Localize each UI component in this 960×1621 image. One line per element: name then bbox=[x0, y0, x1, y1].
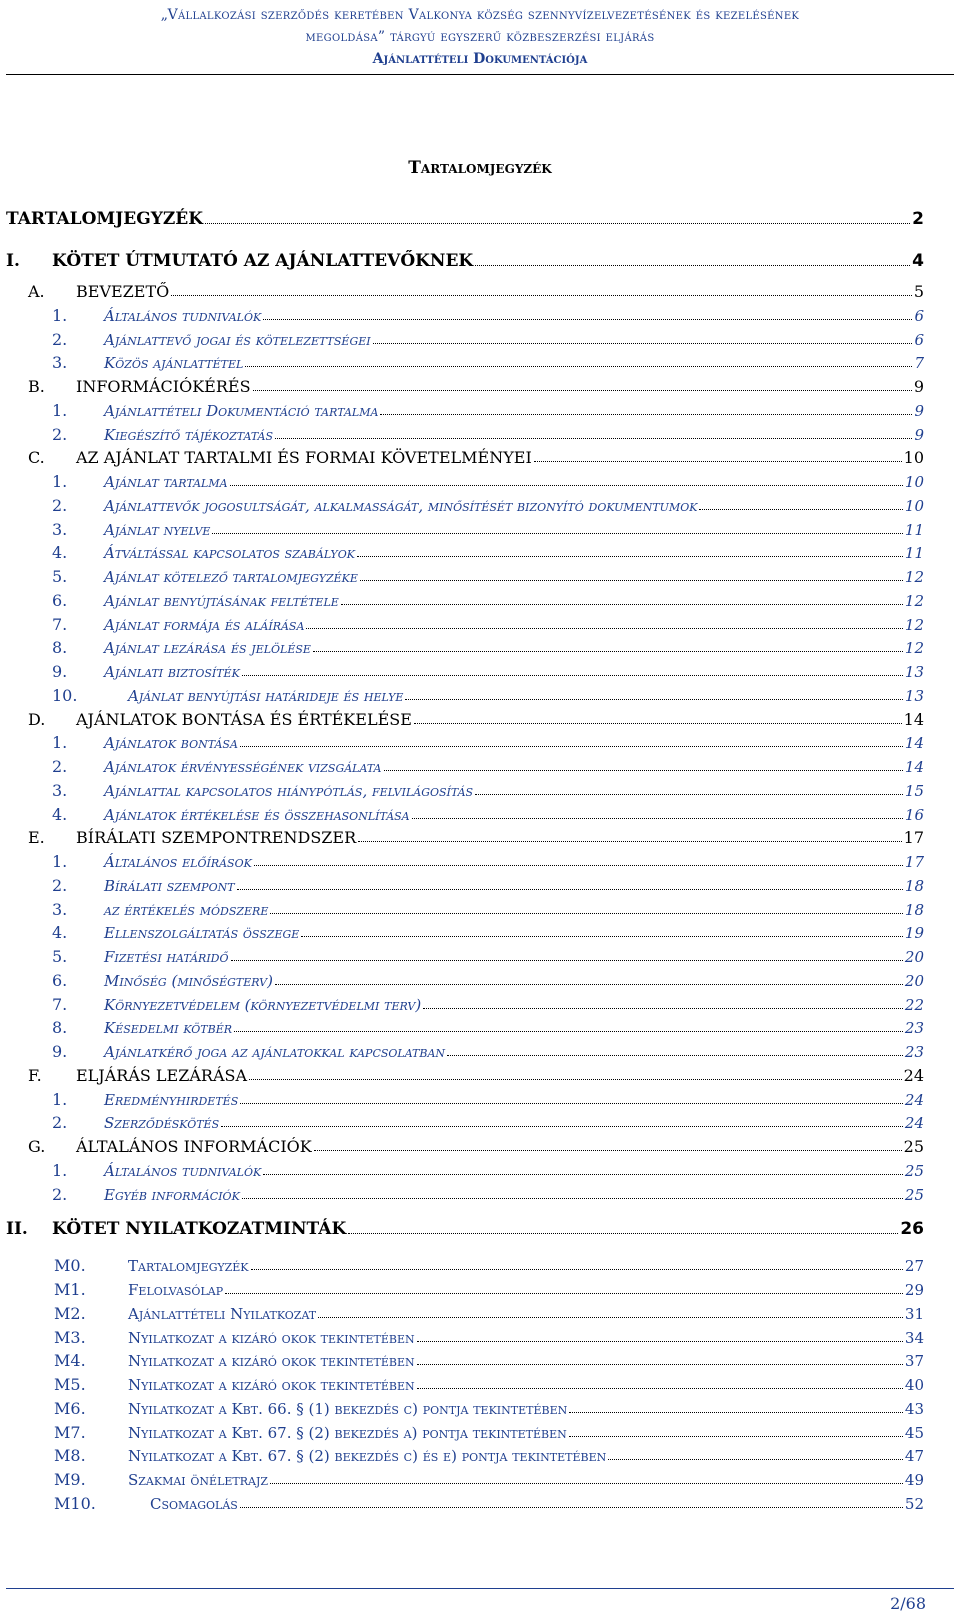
page-number: 2/68 bbox=[890, 1594, 926, 1613]
toc-entry-title: Általános tudnivalók bbox=[104, 1161, 262, 1180]
toc-entry-number: M8. bbox=[54, 1446, 86, 1466]
toc-entry[interactable] bbox=[52, 348, 924, 372]
toc-entry[interactable] bbox=[52, 871, 924, 895]
toc-entry-page: 18 bbox=[904, 876, 924, 895]
toc-dot-leader bbox=[263, 318, 912, 320]
toc-entry-number: 2. bbox=[52, 424, 68, 444]
toc-entry[interactable] bbox=[52, 1108, 924, 1132]
toc-entry-title: Ajánlattételi Nyilatkozat bbox=[128, 1304, 317, 1323]
toc-dot-leader bbox=[270, 1482, 903, 1484]
toc-entry-page: 12 bbox=[904, 639, 924, 658]
toc-entry-title: Szakmai önéletrajz bbox=[128, 1471, 269, 1489]
toc-entry-page: 12 bbox=[904, 568, 924, 586]
toc-entry-page: 6 bbox=[914, 306, 924, 325]
toc-entry-page: 16 bbox=[904, 805, 924, 824]
toc-entry-number: 1. bbox=[52, 852, 68, 871]
toc-entry-page: 24 bbox=[903, 1065, 924, 1085]
toc-entry-number: 5. bbox=[52, 947, 68, 966]
toc-dot-leader bbox=[380, 413, 912, 415]
toc-entry[interactable] bbox=[52, 895, 924, 919]
toc-entry-title: AJÁNLATOK BONTÁSA ÉS ÉRTÉKELÉSE bbox=[76, 709, 412, 729]
toc-entry-page: 13 bbox=[904, 686, 924, 705]
toc-entry-page: 43 bbox=[904, 1399, 924, 1418]
toc-entry[interactable] bbox=[28, 1061, 924, 1085]
toc-dot-leader bbox=[358, 840, 902, 842]
toc-entry-page: 23 bbox=[904, 1043, 924, 1061]
toc-entry-page: 6 bbox=[914, 330, 924, 349]
toc-entry-number: M2. bbox=[54, 1303, 86, 1323]
toc-dot-leader bbox=[242, 674, 903, 676]
toc-entry-title: ELJÁRÁS LEZÁRÁSA bbox=[76, 1065, 248, 1085]
toc-dot-leader bbox=[254, 864, 903, 866]
toc-entry[interactable] bbox=[54, 1441, 924, 1465]
toc-entry-page: 14 bbox=[904, 734, 924, 753]
toc-entry-page: 29 bbox=[904, 1281, 924, 1299]
toc-dot-leader bbox=[412, 817, 903, 819]
toc-entry-page: 5 bbox=[913, 282, 924, 301]
toc-entry-page: 9 bbox=[913, 377, 924, 396]
toc-dot-leader bbox=[205, 222, 910, 224]
toc-dot-leader bbox=[245, 365, 912, 367]
toc-dot-leader bbox=[341, 603, 903, 605]
toc-entry-number: 4. bbox=[52, 923, 68, 943]
toc-dot-leader bbox=[225, 1292, 903, 1294]
header-divider bbox=[6, 74, 954, 75]
toc-dot-leader bbox=[699, 508, 902, 510]
toc-entry-page: 47 bbox=[904, 1447, 924, 1466]
toc-dot-leader bbox=[384, 769, 903, 771]
toc-dot-leader bbox=[360, 579, 903, 581]
toc-entry-page: 23 bbox=[904, 1019, 924, 1038]
toc-dot-leader bbox=[423, 1007, 903, 1009]
toc-entry[interactable] bbox=[52, 728, 924, 752]
toc-dot-leader bbox=[475, 264, 910, 266]
toc-dot-leader bbox=[318, 1316, 903, 1318]
toc-entry[interactable] bbox=[54, 1275, 924, 1299]
toc-entry-title: Közös ajánlattétel bbox=[104, 354, 244, 373]
toc-entry-number: M5. bbox=[54, 1375, 86, 1394]
toc-entry-page: 52 bbox=[904, 1494, 924, 1513]
toc-entry[interactable] bbox=[52, 562, 924, 586]
toc-entry-number: 2. bbox=[52, 757, 68, 776]
header-line-3: Ajánlattételi Dokumentációja bbox=[372, 51, 588, 67]
toc-entry-title: Ajánlat tartalma bbox=[104, 473, 228, 491]
toc-entry-number: 1. bbox=[52, 1160, 68, 1180]
toc-entry-title: Nyilatkozat a kizáró okok tekintetében bbox=[128, 1328, 415, 1347]
toc-entry[interactable] bbox=[52, 396, 924, 420]
toc-entry-number: 8. bbox=[52, 638, 68, 658]
toc-dot-leader bbox=[313, 650, 903, 652]
toc-entry[interactable] bbox=[28, 1132, 924, 1156]
toc-entry[interactable] bbox=[52, 1085, 924, 1109]
header-line-2: megoldása” tárgyú egyszerű közbeszerzési eljárás bbox=[305, 29, 655, 45]
toc-entry-title: Ajánlati biztosíték bbox=[104, 663, 240, 681]
toc-entry-title: AZ AJÁNLAT TARTALMI ÉS FORMAI KÖVETELMÉNYEI bbox=[76, 448, 532, 468]
toc-entry-page: 24 bbox=[904, 1090, 924, 1109]
toc-entry-number: 2. bbox=[52, 495, 68, 515]
toc-entry-title: Szerződéskötés bbox=[104, 1114, 220, 1133]
toc-dot-leader bbox=[417, 1340, 903, 1342]
toc-entry[interactable] bbox=[6, 247, 924, 271]
toc-entry-title: Környezetvédelem (környezetvédelmi terv) bbox=[104, 995, 422, 1014]
toc-entry-title: Általános tudnivalók bbox=[104, 306, 262, 325]
toc-entry-title: Ajánlatok bontása bbox=[104, 734, 238, 753]
toc-entry-number: 3. bbox=[52, 780, 68, 800]
toc-entry-number: M4. bbox=[54, 1351, 86, 1371]
toc-entry-page: 13 bbox=[904, 663, 924, 681]
toc-entry[interactable] bbox=[52, 633, 924, 657]
toc-entry-title: Nyilatkozat a kizáró okok tekintetében bbox=[128, 1376, 415, 1394]
toc-entry-number: G. bbox=[28, 1137, 46, 1156]
toc-entry-number: 1. bbox=[52, 733, 68, 753]
toc-dot-leader bbox=[447, 1054, 903, 1056]
toc-entry-title: Ajánlat lezárása és jelölése bbox=[104, 639, 311, 658]
toc-dot-leader bbox=[263, 1173, 903, 1175]
toc-entry[interactable] bbox=[52, 800, 924, 824]
toc-entry-page: 31 bbox=[904, 1304, 924, 1323]
toc-dot-leader bbox=[251, 1268, 903, 1270]
toc-entry-title: Átváltással kapcsolatos szabályok bbox=[104, 544, 355, 563]
toc-entry-number: D. bbox=[28, 709, 46, 729]
toc-dot-leader bbox=[348, 1232, 898, 1234]
toc-entry-number: B. bbox=[28, 377, 45, 396]
toc-entry[interactable] bbox=[54, 1394, 924, 1418]
toc-entry[interactable] bbox=[52, 776, 924, 800]
toc-entry-title: Fizetési határidő bbox=[104, 948, 229, 966]
toc-entry[interactable] bbox=[52, 990, 924, 1014]
toc-dot-leader bbox=[240, 1102, 903, 1104]
toc-entry-title: Nyilatkozat a Kbt. 67. § (2) bekezdés a) pontja tekintetében bbox=[128, 1423, 567, 1442]
toc-entry[interactable] bbox=[52, 1180, 924, 1204]
toc-dot-leader bbox=[314, 1149, 902, 1151]
toc-entry-page: 17 bbox=[904, 853, 924, 871]
toc-entry-title: az értékelés módszere bbox=[104, 900, 269, 919]
toc-dot-leader bbox=[569, 1411, 903, 1413]
toc-dot-leader bbox=[249, 1078, 902, 1080]
toc-dot-leader bbox=[405, 698, 902, 700]
toc-dot-leader bbox=[301, 935, 903, 937]
toc-entry-number: 1. bbox=[52, 400, 68, 420]
toc-entry-page: 4 bbox=[912, 251, 924, 271]
toc-entry[interactable] bbox=[52, 515, 924, 539]
toc-entry-title: Egyéb információk bbox=[104, 1185, 240, 1204]
toc-entry-number: 5. bbox=[52, 567, 68, 586]
toc-entry[interactable] bbox=[52, 420, 924, 444]
toc-dot-leader bbox=[270, 912, 903, 914]
toc-entry[interactable] bbox=[52, 752, 924, 776]
toc-entry-page: 9 bbox=[914, 425, 924, 444]
toc-entry-page: 10 bbox=[903, 448, 924, 468]
toc-entry-title: Felolvasólap bbox=[128, 1281, 224, 1299]
toc-entry-number: M7. bbox=[54, 1422, 86, 1442]
toc-entry-title: Ajánlatok értékelése és összehasonlítása bbox=[104, 805, 410, 824]
toc-entry-title: KÖTET ÚTMUTATÓ AZ AJÁNLATTEVŐKNEK bbox=[52, 251, 474, 271]
toc-entry-title: Ajánlat formája és aláírása bbox=[104, 615, 305, 634]
toc-entry[interactable] bbox=[54, 1418, 924, 1442]
toc-entry[interactable] bbox=[52, 918, 924, 942]
toc-dot-leader bbox=[253, 389, 912, 391]
toc-entry[interactable] bbox=[54, 1323, 924, 1347]
toc-entry[interactable] bbox=[52, 681, 924, 705]
toc-entry[interactable] bbox=[52, 1013, 924, 1037]
toc-entry-title: Ajánlat nyelve bbox=[104, 520, 211, 539]
toc-entry-page: 11 bbox=[904, 520, 924, 539]
header-line-1: „Vállalkozási szerződés keretében Valkonya község szennyvízelvezetésének és kezelésének bbox=[160, 7, 800, 23]
toc-entry[interactable] bbox=[28, 705, 924, 729]
toc-entry[interactable] bbox=[52, 942, 924, 966]
toc-entry-number: 2. bbox=[52, 1113, 68, 1133]
toc-entry-number: 1. bbox=[52, 472, 68, 491]
toc-entry[interactable] bbox=[6, 205, 924, 229]
toc-dot-leader bbox=[569, 1435, 903, 1437]
toc-entry-page: 20 bbox=[904, 948, 924, 966]
toc-entry-number: M0. bbox=[54, 1256, 86, 1276]
toc-entry-number: 6. bbox=[52, 590, 68, 610]
toc-dot-leader bbox=[608, 1458, 903, 1460]
toc-entry-title: INFORMÁCIÓKÉRÉS bbox=[76, 377, 251, 396]
toc-entry[interactable] bbox=[28, 443, 924, 467]
toc-entry-title: Tartalomjegyzék bbox=[128, 1257, 249, 1276]
toc-entry-page: 17 bbox=[903, 828, 924, 848]
toc-entry-page: 49 bbox=[904, 1471, 924, 1489]
toc-entry-title: ÁLTALÁNOS INFORMÁCIÓK bbox=[76, 1137, 312, 1156]
toc-entry-page: 15 bbox=[904, 781, 924, 800]
toc-entry-number: 3. bbox=[52, 353, 68, 373]
toc-entry[interactable] bbox=[54, 1465, 924, 1489]
toc-dot-leader bbox=[212, 532, 902, 534]
toc-entry-number: 2. bbox=[52, 1184, 68, 1204]
toc-dot-leader bbox=[417, 1363, 903, 1365]
toc-entry[interactable] bbox=[54, 1251, 924, 1275]
toc-entry[interactable] bbox=[6, 1215, 924, 1239]
toc-entry-title: Ajánlattevő jogai és kötelezettségei bbox=[104, 330, 371, 349]
toc-entry-title: Bírálati szempont bbox=[104, 876, 235, 895]
toc-dot-leader bbox=[417, 1387, 903, 1389]
toc-entry-number: M6. bbox=[54, 1398, 86, 1418]
toc-entry[interactable] bbox=[52, 1156, 924, 1180]
toc-entry-page: 2 bbox=[912, 209, 924, 229]
toc-entry[interactable] bbox=[54, 1489, 924, 1513]
toc-entry[interactable] bbox=[52, 301, 924, 325]
toc-dot-leader bbox=[240, 745, 903, 747]
toc-entry-title: Ajánlatok érvényességének vizsgálata bbox=[104, 758, 382, 776]
toc-entry-page: 26 bbox=[900, 1219, 924, 1240]
toc-entry-number: 10. bbox=[52, 685, 78, 705]
toc-entry[interactable] bbox=[52, 586, 924, 610]
toc-entry-title: Ajánlattételi Dokumentáció tartalma bbox=[104, 401, 379, 420]
toc-dot-leader bbox=[357, 555, 903, 557]
toc-entry-number: 2. bbox=[52, 329, 68, 349]
toc-entry-number: 4. bbox=[52, 804, 68, 824]
toc-entry-page: 14 bbox=[903, 709, 924, 729]
toc-entry-number: 1. bbox=[52, 1089, 68, 1109]
toc-entry-title: Késedelmi kötbér bbox=[104, 1019, 233, 1038]
document-header bbox=[0, 4, 960, 70]
toc-dot-leader bbox=[221, 1125, 903, 1127]
toc-entry-number: A. bbox=[28, 282, 45, 301]
toc-dot-leader bbox=[534, 460, 902, 462]
toc-dot-leader bbox=[242, 1197, 903, 1199]
toc-entry-number: 7. bbox=[52, 994, 68, 1014]
toc-entry-number: 3. bbox=[52, 899, 68, 919]
toc-entry-number: I. bbox=[6, 251, 20, 271]
toc-entry-page: 27 bbox=[904, 1257, 924, 1276]
toc-entry-title: Kiegészítő tájékoztatás bbox=[104, 425, 274, 444]
toc-entry-title: Ajánlat benyújtásának feltétele bbox=[104, 591, 339, 610]
toc-entry-page: 10 bbox=[904, 473, 924, 491]
toc-entry-title: Ajánlattevők jogosultságát, alkalmasságát, minősítését bizonyító dokumentumok bbox=[104, 496, 698, 515]
toc-entry[interactable] bbox=[52, 467, 924, 491]
toc-dot-leader bbox=[373, 342, 913, 344]
toc-dot-leader bbox=[231, 959, 903, 961]
toc-dot-leader bbox=[275, 983, 903, 985]
toc-entry[interactable] bbox=[52, 325, 924, 349]
toc-entry-title: Ajánlat benyújtási határideje és helye bbox=[128, 686, 404, 705]
toc-entry-title: Nyilatkozat a Kbt. 66. § (1) bekezdés c) pontja tekintetében bbox=[128, 1399, 568, 1418]
page-title: Tartalomjegyzék bbox=[408, 158, 552, 178]
toc-entry-title: BEVEZETŐ bbox=[76, 282, 170, 301]
toc-entry-number: M10. bbox=[54, 1493, 96, 1513]
toc-dot-leader bbox=[230, 484, 903, 486]
toc-entry-number: M9. bbox=[54, 1470, 86, 1489]
toc-entry-title: Nyilatkozat a kizáró okok tekintetében bbox=[128, 1352, 415, 1371]
toc-entry[interactable] bbox=[28, 372, 924, 396]
toc-entry-number: M1. bbox=[54, 1280, 86, 1299]
toc-entry-number: 6. bbox=[52, 970, 68, 990]
toc-entry-page: 7 bbox=[914, 354, 924, 373]
toc-entry-number: II. bbox=[6, 1219, 28, 1240]
toc-entry-number: M3. bbox=[54, 1327, 86, 1347]
toc-entry-page: 37 bbox=[904, 1352, 924, 1371]
toc-entry-number: 7. bbox=[52, 614, 68, 634]
toc-entry-page: 22 bbox=[904, 995, 924, 1014]
toc-entry-title: Csomagolás bbox=[150, 1494, 238, 1513]
toc-entry-title: TARTALOMJEGYZÉK bbox=[6, 209, 204, 229]
toc-entry[interactable] bbox=[54, 1299, 924, 1323]
toc-entry-number: F. bbox=[28, 1065, 42, 1085]
toc-entry[interactable] bbox=[52, 1037, 924, 1061]
toc-entry-number: 2. bbox=[52, 875, 68, 895]
toc-entry-title: Ajánlat kötelező tartalomjegyzéke bbox=[104, 568, 358, 586]
toc-entry-number: 8. bbox=[52, 1018, 68, 1038]
toc-entry-page: 20 bbox=[904, 971, 924, 990]
toc-entry-title: Ajánlattal kapcsolatos hiánypótlás, felvilágosítás bbox=[104, 781, 474, 800]
toc-entry-page: 10 bbox=[904, 496, 924, 515]
toc-entry-title: Minőség (minőségterv) bbox=[104, 971, 273, 990]
toc-entry[interactable] bbox=[52, 847, 924, 871]
toc-entry-title: Általános előírások bbox=[104, 853, 252, 871]
toc-entry[interactable] bbox=[28, 823, 924, 847]
toc-dot-leader bbox=[475, 793, 903, 795]
toc-entry-page: 19 bbox=[904, 924, 924, 943]
toc-entry-page: 12 bbox=[904, 615, 924, 634]
toc-entry-title: BÍRÁLATI SZEMPONTRENDSZER bbox=[76, 828, 357, 848]
toc-entry-page: 14 bbox=[904, 758, 924, 776]
toc-entry-number: C. bbox=[28, 448, 45, 468]
toc-entry-page: 9 bbox=[914, 401, 924, 420]
toc-dot-leader bbox=[237, 888, 903, 890]
toc-dot-leader bbox=[171, 294, 912, 296]
toc-entry[interactable] bbox=[54, 1370, 924, 1394]
toc-entry-number: 9. bbox=[52, 662, 68, 681]
toc-entry[interactable] bbox=[52, 657, 924, 681]
toc-entry-number: 1. bbox=[52, 305, 68, 325]
toc-dot-leader bbox=[234, 1030, 903, 1032]
toc-entry-title: Eredményhirdetés bbox=[104, 1090, 239, 1109]
toc-entry[interactable] bbox=[52, 491, 924, 515]
toc-entry[interactable] bbox=[52, 538, 924, 562]
toc-entry-title: Ajánlatkérő joga az ajánlatokkal kapcsolatban bbox=[104, 1043, 446, 1061]
toc-entry-page: 34 bbox=[904, 1328, 924, 1347]
toc-entry[interactable] bbox=[54, 1346, 924, 1370]
toc-entry-page: 24 bbox=[904, 1114, 924, 1133]
toc-entry-page: 25 bbox=[904, 1185, 924, 1204]
toc-entry[interactable] bbox=[52, 966, 924, 990]
toc-entry-title: Nyilatkozat a Kbt. 67. § (2) bekezdés c) és e) pontja tekintetében bbox=[128, 1447, 607, 1466]
toc-dot-leader bbox=[240, 1506, 903, 1508]
toc-entry-number: 3. bbox=[52, 519, 68, 539]
toc-entry-page: 11 bbox=[904, 544, 924, 563]
toc-dot-leader bbox=[414, 722, 902, 724]
toc-entry[interactable] bbox=[52, 610, 924, 634]
toc-entry-number: 9. bbox=[52, 1042, 68, 1061]
toc-entry-page: 45 bbox=[904, 1423, 924, 1442]
toc-entry-page: 40 bbox=[904, 1376, 924, 1394]
toc-entry-number: 4. bbox=[52, 543, 68, 563]
toc-entry-page: 25 bbox=[903, 1137, 924, 1156]
toc-entry-number: E. bbox=[28, 828, 45, 848]
toc-entry-page: 18 bbox=[904, 900, 924, 919]
toc-entry-title: Ellenszolgáltatás összege bbox=[104, 924, 300, 943]
toc-entry-page: 12 bbox=[904, 591, 924, 610]
toc-dot-leader bbox=[275, 437, 912, 439]
footer-divider bbox=[6, 1588, 954, 1589]
toc-entry[interactable] bbox=[28, 277, 924, 301]
toc-entry-page: 25 bbox=[904, 1161, 924, 1180]
toc-entry-title: KÖTET NYILATKOZATMINTÁK bbox=[52, 1219, 347, 1240]
toc-dot-leader bbox=[306, 627, 903, 629]
